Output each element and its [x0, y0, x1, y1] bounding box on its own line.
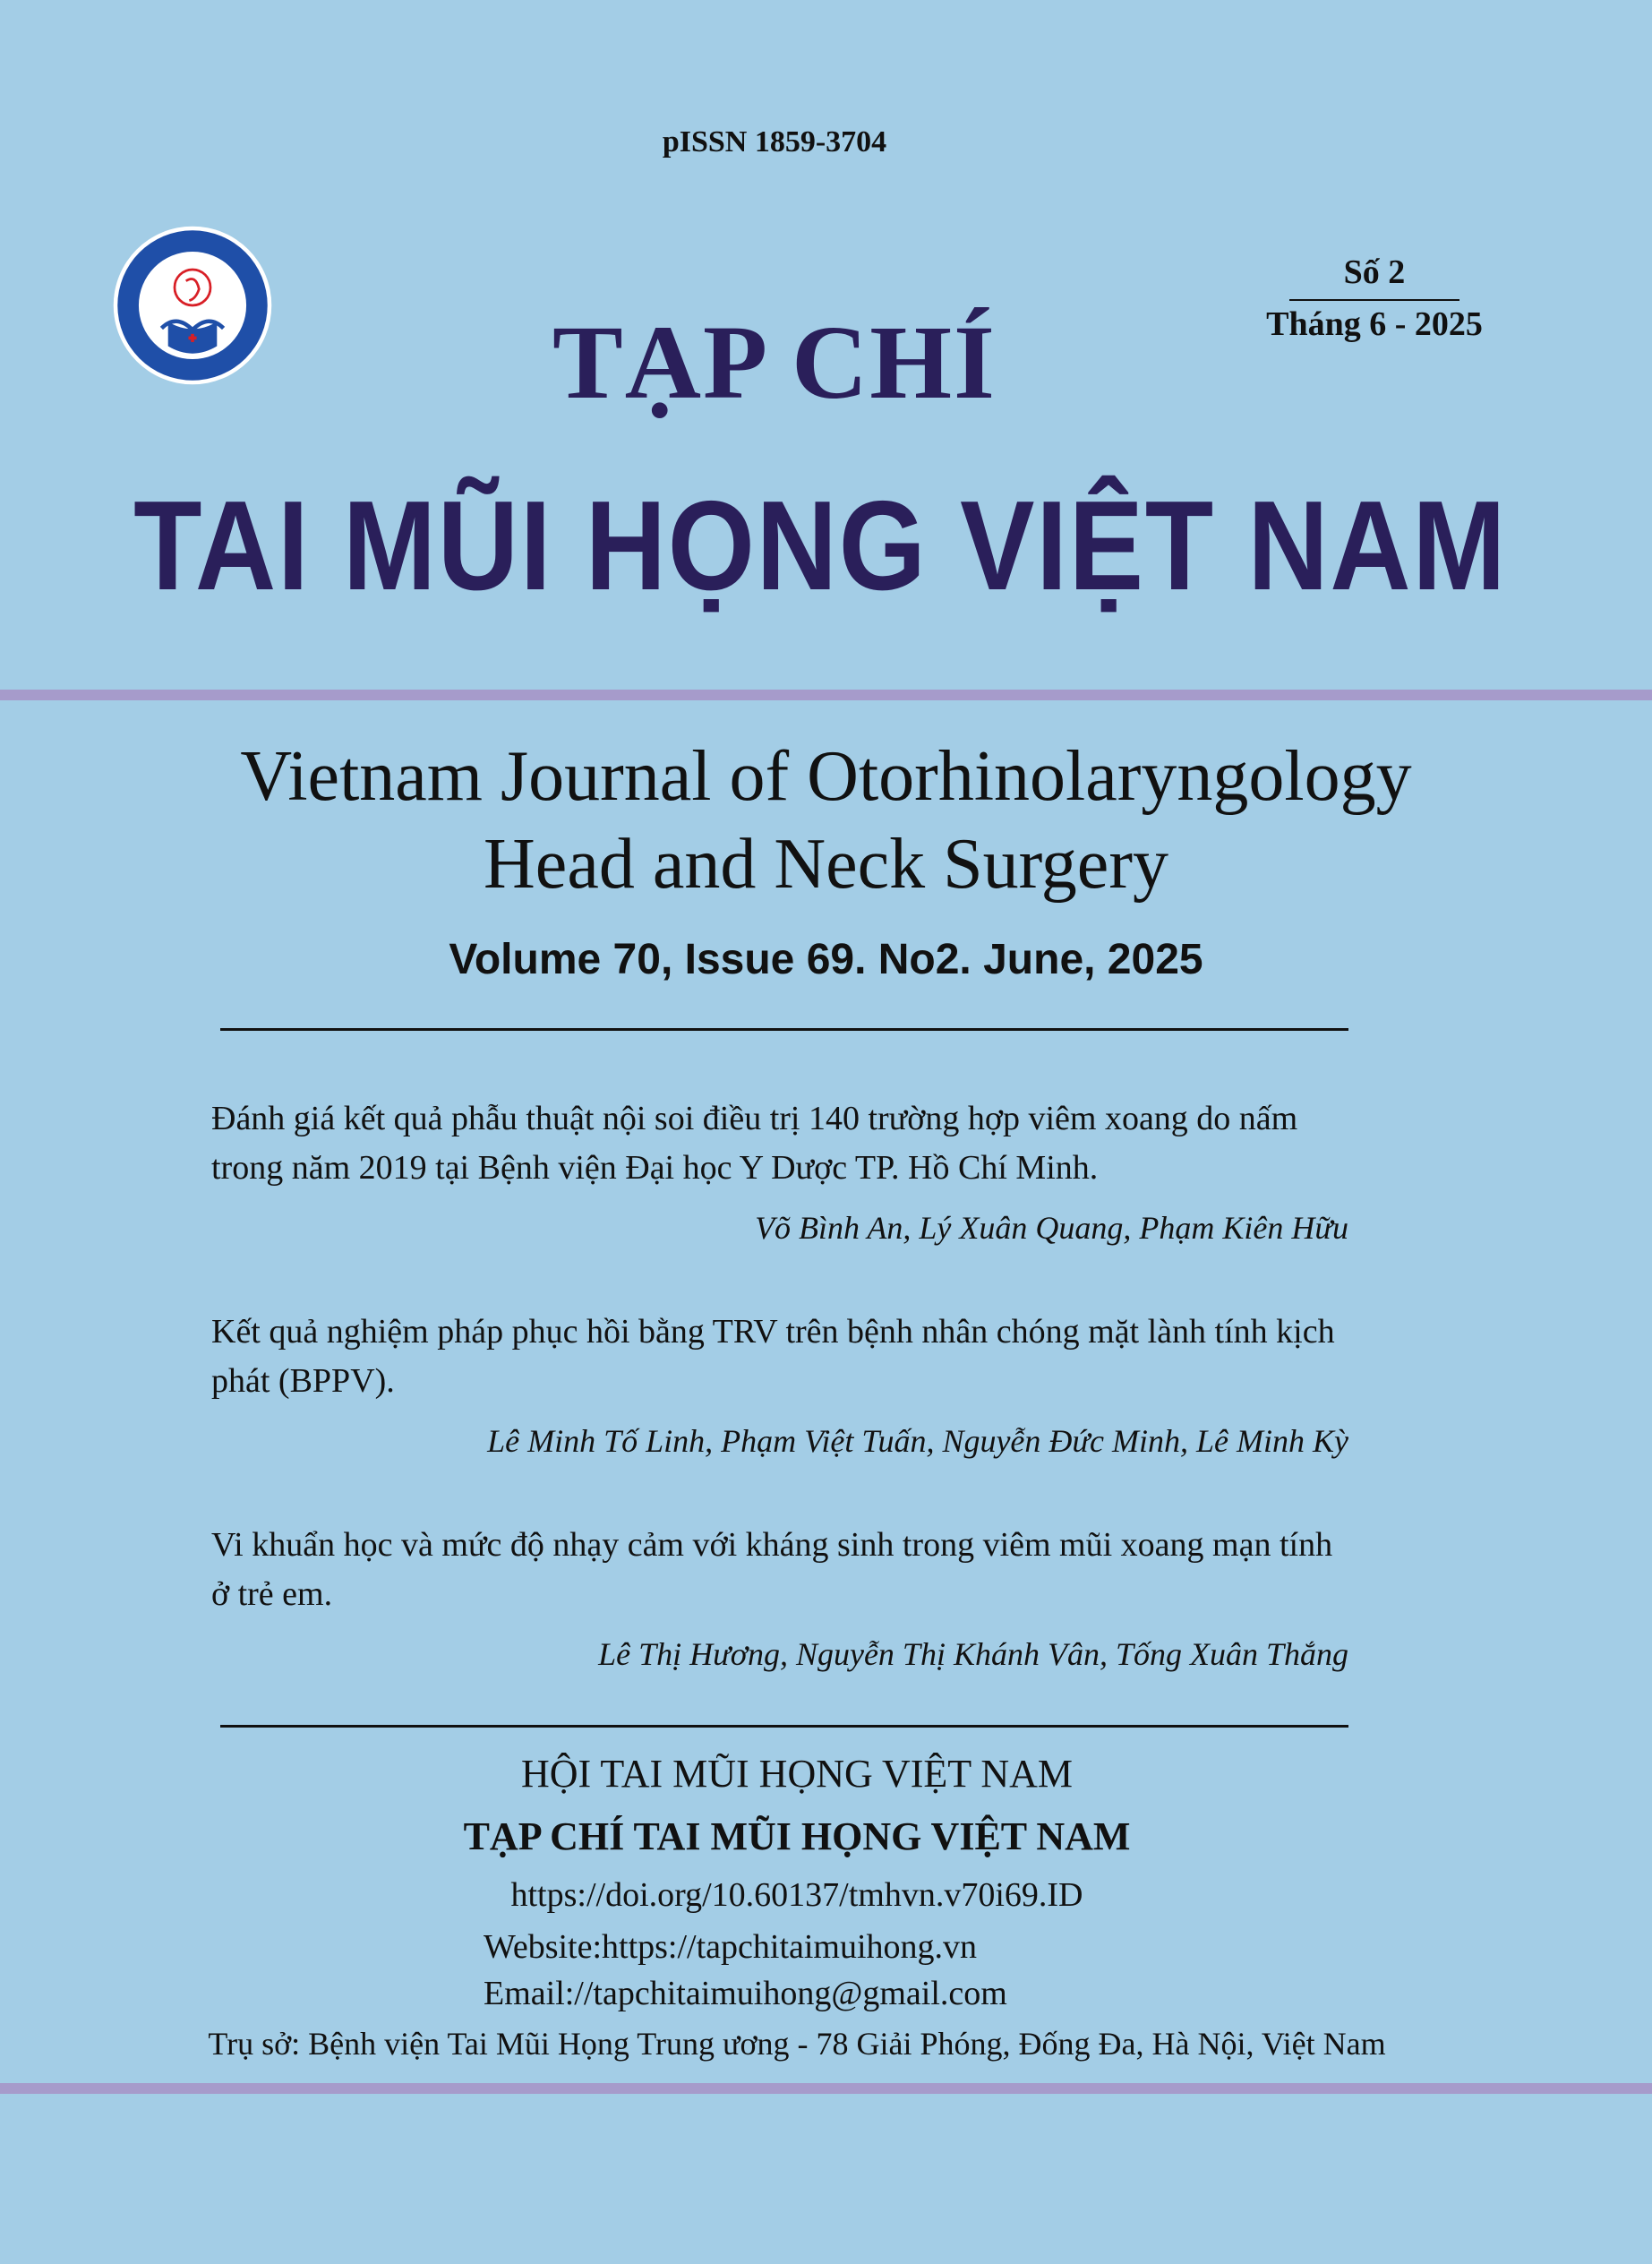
article-title: Kết quả nghiệm pháp phục hồi bằng TRV trên bệnh nhân chóng mặt lành tính kịch phát (BPPV).	[211, 1313, 1335, 1400]
footer-website-link[interactable]: Website:https://tapchitaimuihong.vn	[484, 1928, 978, 1966]
article-authors: Lê Minh Tố Linh, Phạm Việt Tuấn, Nguyễn Đức Minh, Lê Minh Kỳ	[487, 1423, 1348, 1459]
footer-doi-link[interactable]: https://doi.org/10.60137/tmhvn.v70i69.ID	[510, 1876, 1083, 1914]
footer-organization: HỘI TAI MŨI HỌNG VIỆT NAM	[520, 1752, 1074, 1796]
article-title: Vi khuẩn học và mức độ nhạy cảm với kháng sinh trong viêm mũi xoang mạn tính ở trẻ em.	[211, 1526, 1333, 1613]
divider-rule-top	[220, 1028, 1348, 1031]
journal-title-vn-line1: TẠP CHÍ	[552, 304, 997, 421]
article-entry	[211, 1094, 1348, 1253]
journal-title-en-line2: Head and Neck Surgery	[484, 825, 1168, 904]
article-title: Đánh giá kết quả phẫu thuật nội soi điều trị 140 trường hợp viêm xoang do nấm trong năm 2019 tại Bệnh viện Đại học Y Dược TP. Hồ Chí Minh.	[211, 1100, 1298, 1187]
article-authors: Võ Bình An, Lý Xuân Quang, Phạm Kiên Hữu	[755, 1210, 1348, 1246]
issue-number: Số 2	[1289, 251, 1459, 301]
article-entry	[211, 1308, 1348, 1466]
divider-band-top	[0, 690, 1652, 700]
footer-email-link[interactable]: Email://tapchitaimuihong@gmail.com	[484, 1975, 1007, 2012]
footer-address: Trụ sở: Bệnh viện Tai Mũi Họng Trung ương - 78 Giải Phóng, Đống Đa, Hà Nội, Việt Nam	[208, 2026, 1386, 2062]
volume-info: Volume 70, Issue 69. No2. June, 2025	[449, 936, 1203, 983]
footer-journal: TẠP CHÍ TAI MŨI HỌNG VIỆT NAM	[463, 1814, 1131, 1858]
issn: pISSN 1859-3704	[662, 125, 887, 159]
journal-title-en-line1: Vietnam Journal of Otorhinolaryngology	[240, 737, 1412, 816]
divider-rule-bottom	[220, 1725, 1348, 1728]
issue-date: Tháng 6 - 2025	[1266, 305, 1483, 343]
divider-band-bottom	[0, 2083, 1652, 2094]
journal-title-vn-line2: TAI MŨI HỌNG VIỆT NAM	[133, 475, 1508, 617]
article-authors: Lê Thị Hương, Nguyễn Thị Khánh Vân, Tống Xuân Thắng	[598, 1636, 1348, 1672]
article-entry	[211, 1521, 1348, 1679]
